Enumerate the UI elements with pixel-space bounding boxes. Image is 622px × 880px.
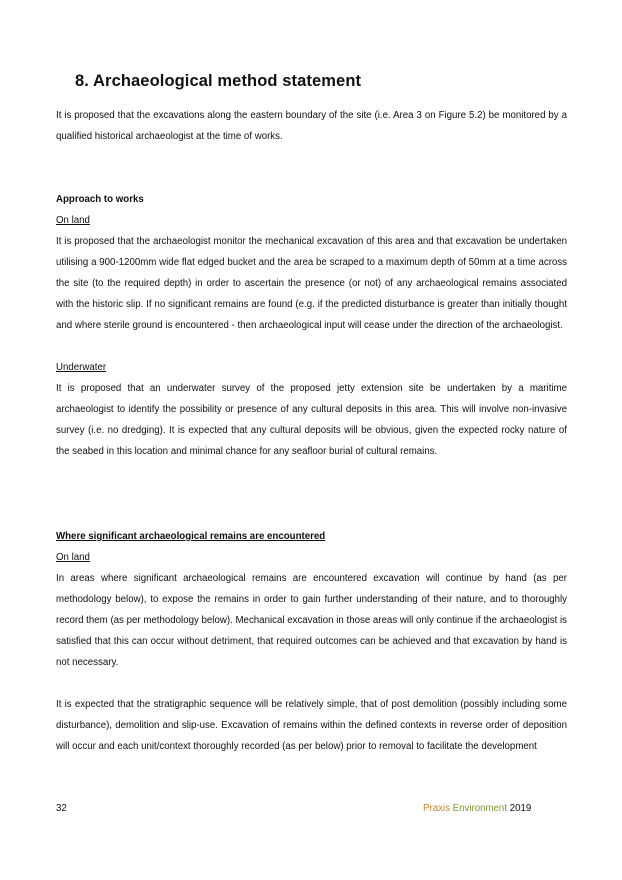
significant-paragraph-1: In areas where significant archaeological remains are encountered excavation will continue by hand (as per methodology below), to expose the remains in order to gain further understanding of their nature, and to thoroughly record them (as per methodology below). Mechanical excavation in those areas will only continue if the archaeologist is satisfied that this can occur without detriment, that required outcomes can be achieved and that excavation by hand is not necessary. <box>56 573 567 668</box>
page-number: 32 <box>56 803 67 814</box>
significant-paragraph-2: It is expected that the stratigraphic sequence will be relatively simple, that of post demolition (possibly including some disturbance), demolition and slip-use. Excavation of remains within the defined contexts in reverse order of deposition will occur and each unit/context thoroughly recorded (as per below) prior to removal to facilitate the development <box>56 699 567 752</box>
approach-on-land-label: On land <box>56 215 90 226</box>
footer-brand <box>423 801 531 817</box>
approach-on-land-paragraph: It is proposed that the archaeologist monitor the mechanical excavation of this area and that excavation be undertaken utilising a 900-1200mm wide flat edged bucket and the area be scraped to a maximum depth of 50mm at a time across the site (to the required depth) in order to ascertain the presence (or not) of any archaeological remains associated with the historic slip. If no significant remains are found (e.g. if the predicted disturbance is greater than initially thought and where sterile ground is encountered - then archaeological input will cease under the direction of the archaeologist. <box>56 236 567 331</box>
significant-on-land-label: On land <box>56 552 90 563</box>
intro-paragraph: It is proposed that the excavations along the eastern boundary of the site (i.e. Area 3 on Figure 5.2) be monitored by a qualified historical archaeologist at the time of works. <box>56 110 567 142</box>
footer-year: 2019 <box>509 803 532 814</box>
approach-title: Approach to works <box>56 194 144 205</box>
spacer <box>56 336 567 357</box>
significant-title: Where significant archaeological remains are encountered <box>56 531 326 542</box>
spacer <box>56 673 567 694</box>
intro-block <box>56 105 567 147</box>
underwater-label: Underwater <box>56 362 107 373</box>
underwater-paragraph: It is proposed that an underwater survey of the proposed jetty extension site be undertaken by a maritime archaeologist to identify the possibility or presence of any cultural deposits in this area. This will involve non-invasive survey (i.e. no dredging). It is expected that any cultural deposits will be obvious, given the expected rocky nature of the seabed in this location and minimal chance for any seafloor burial of cultural remains. <box>56 383 567 457</box>
approach-section <box>56 189 567 462</box>
significant-section <box>56 526 567 757</box>
brand-praxis: Praxis <box>423 803 450 814</box>
section-heading: 8. Archaeological method statement <box>75 72 362 90</box>
brand-environment: Environment <box>452 803 508 814</box>
